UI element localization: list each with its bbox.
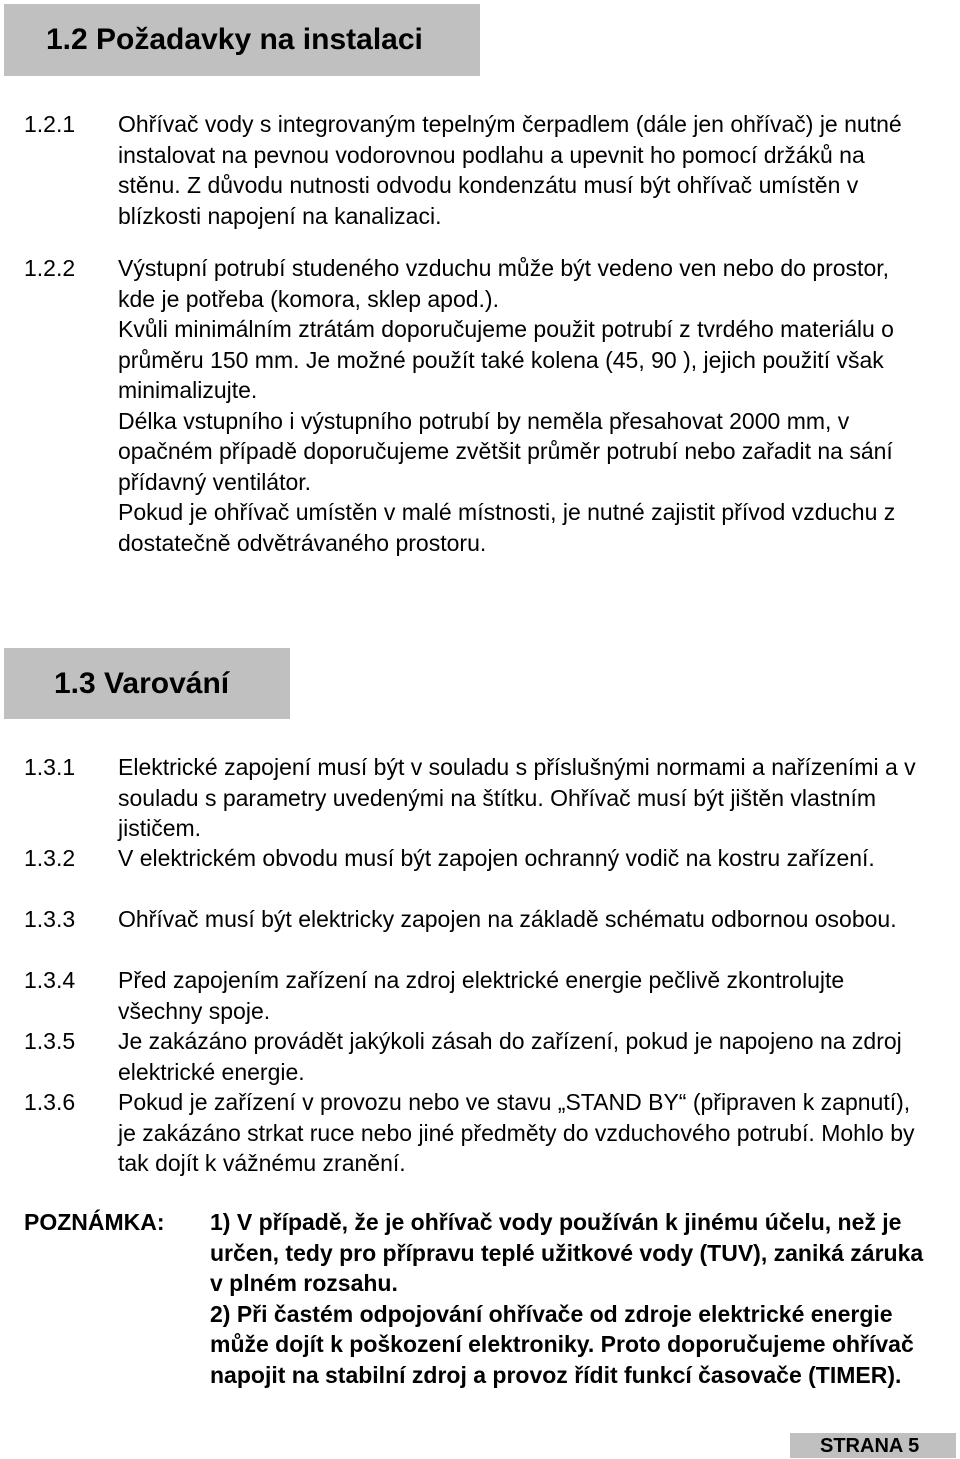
item-number: 1.3.2 [24,845,76,871]
list-item-1-2-2 [24,253,930,558]
item-number: 1.3.4 [24,967,76,993]
item-number: 1.2.1 [24,111,76,137]
section-heading-text: 1.2 Požadavky na instalaci [46,23,423,56]
item-text: Před zapojením zařízení na zdroj elektrické energie pečlivě zkontrolujte všechny spoje. [118,967,845,1024]
item-number: 1.3.3 [24,906,76,932]
section-heading-1-3 [4,648,290,719]
list-item-1-3-2 [24,843,930,874]
item-number: 1.3.6 [24,1089,76,1115]
list-item-1-3-1 [24,752,930,844]
item-text: Elektrické zapojení musí být v souladu s příslušnými normami a nařízeními a v souladu s parametry uvedenými na štítku. Ohřívač musí být jištěn vlastním jističem. [118,754,916,841]
note-point: 1) V případě, že je ohřívač vody používán k jinému účelu, než je určen, tedy pro přípravu teplé užitkové vody (TUV), zaniká záruka v plném rozsahu. [210,1209,924,1296]
item-text: Pokud je zařízení v provozu nebo ve stavu „STAND BY“ (připraven k zapnutí), je zakázáno strkat ruce nebo jiné předměty do vzduchového potrubí. Mohlo by tak dojít k vážnému zranění. [118,1089,915,1176]
note-label: POZNÁMKA: [24,1209,165,1235]
list-item-1-3-3 [24,904,930,935]
item-number: 1.2.2 [24,255,76,281]
list-item-1-3-4 [24,965,930,1026]
page-number-badge [790,1433,956,1458]
item-paragraph: Délka vstupního i výstupního potrubí by neměla přesahovat 2000 mm, v opačném případě doporučujeme zvětšit průměr potrubí nebo zařadit na sání přídavný ventilátor. [118,407,893,495]
item-text: Je zakázáno provádět jakýkoli zásah do zařízení, pokud je napojeno na zdroj elektrické energie. [118,1028,902,1085]
item-text: V elektrickém obvodu musí být zapojen ochranný vodič na kostru zařízení. [118,845,875,871]
item-paragraph: Ohřívač vody s integrovaným tepelným čerpadlem (dále jen ohřívač) je nutné instalovat na pevnou vodorovnou podlahu a upevnit ho pomocí držáků na stěnu. Z důvodu nutnosti odvodu kondenzátu musí být ohřívač umístěn v blízkosti napojení na kanalizaci. [118,111,902,229]
list-item-1-3-5 [24,1026,930,1087]
note-block [24,1207,930,1390]
note-point: 2) Při častém odpojování ohřívače od zdroje elektrické energie může dojít k poškození elektroniky. Proto doporučujeme ohřívač napojit na stabilní zdroj a provoz řídit funkcí časovače (TIMER). [210,1300,914,1388]
item-paragraph: Kvůli minimálním ztrátám doporučujeme použit potrubí z tvrdého materiálu o průměru 150 mm. Je možné použít také kolena (45, 90 ), jejich použití však minimalizujte. [118,316,894,403]
section-heading-text: 1.3 Varování [54,666,230,700]
section-heading-1-2 [4,4,480,76]
list-item-1-3-6 [24,1087,930,1179]
item-text: Ohřívač musí být elektricky zapojen na základě schématu odbornou osobou. [118,906,897,932]
item-paragraph: Výstupní potrubí studeného vzduchu může být vedeno ven nebo do prostor, kde je potřeba (komora, sklep apod.). [118,255,890,312]
item-number: 1.3.5 [24,1028,76,1054]
item-number: 1.3.1 [24,754,76,780]
page-number-label: STRANA 5 [820,1435,920,1457]
item-paragraph: Pokud je ohřívač umístěn v malé místnosti, je nutné zajistit přívod vzduchu z dostatečně odvětrávaného prostoru. [118,499,896,556]
list-item-1-2-1 [24,109,930,231]
